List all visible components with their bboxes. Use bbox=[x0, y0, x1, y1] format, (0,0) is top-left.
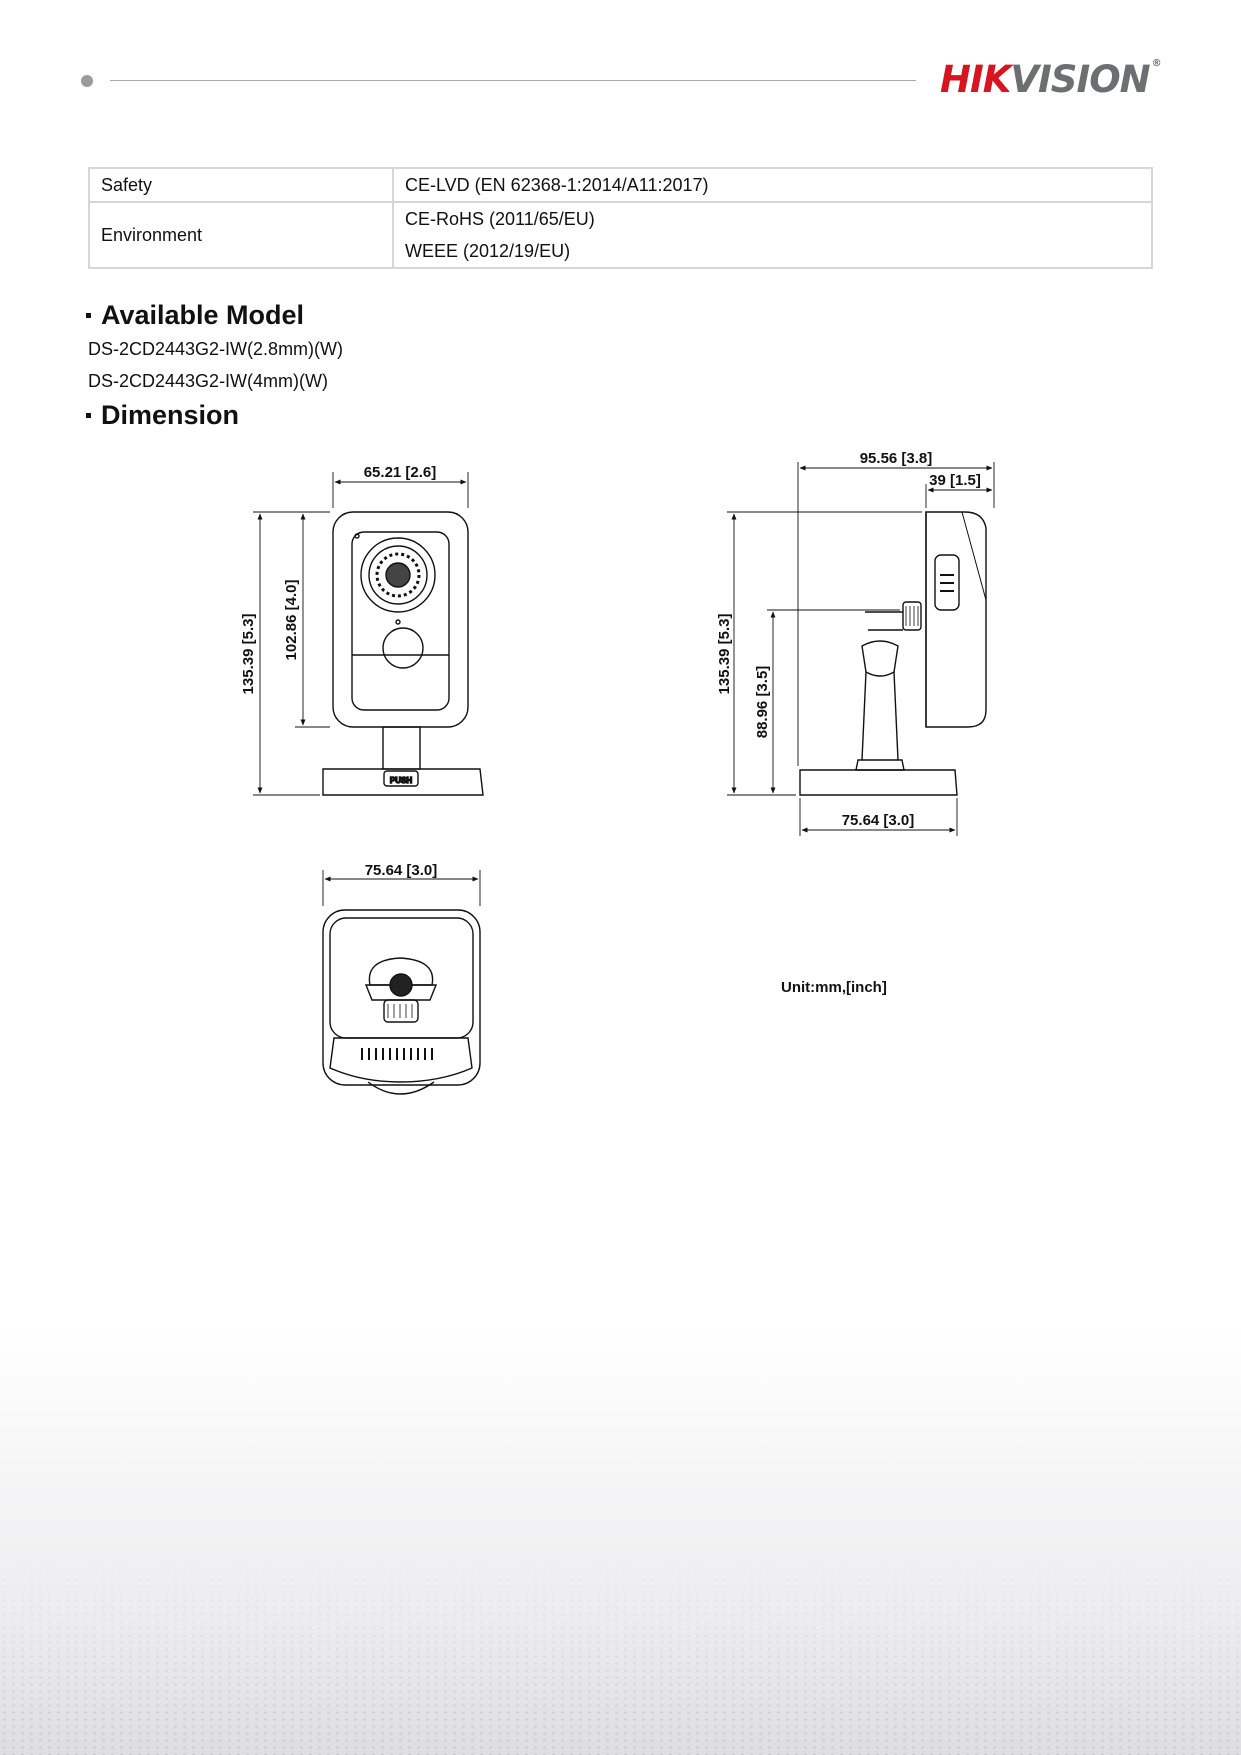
indicator-led bbox=[355, 534, 359, 538]
push-label: PUSH bbox=[389, 776, 413, 785]
bottom-width-label: 75.64 [3.0] bbox=[364, 862, 438, 879]
side-body-outline bbox=[926, 512, 986, 727]
unit-label: Unit:mm,[inch] bbox=[781, 979, 887, 996]
environment-value: WEEE (2012/19/EU) bbox=[405, 241, 571, 261]
front-total-height-label: 135.39 [5.3] bbox=[240, 613, 257, 695]
heading-bullet bbox=[86, 313, 91, 318]
safety-value-cell bbox=[393, 168, 1152, 202]
environment-value: CE-RoHS (2011/65/EU) bbox=[405, 209, 595, 229]
side-depth-total-label: 95.56 [3.8] bbox=[859, 450, 933, 467]
side-depth-body-label: 39 [1.5] bbox=[929, 472, 981, 489]
model-item: DS-2CD2443G2-IW(4mm)(W) bbox=[88, 371, 329, 391]
slot-lines bbox=[940, 575, 954, 591]
safety-label-cell bbox=[89, 168, 393, 202]
front-body-height-label: 102.86 [4.0] bbox=[283, 579, 300, 661]
rear-vent-slots bbox=[362, 1048, 432, 1060]
safety-label: Safety bbox=[101, 175, 153, 195]
available-model-title: Available Model bbox=[101, 300, 305, 330]
environment-label-cell bbox=[89, 202, 393, 268]
side-pivot-height-label: 88.96 [3.5] bbox=[754, 665, 771, 739]
side-clamp bbox=[862, 641, 898, 676]
background-dot-pattern bbox=[0, 1555, 1241, 1755]
camera-body-outline bbox=[333, 512, 468, 727]
rear-base-bottom bbox=[368, 1082, 434, 1094]
table-row bbox=[89, 202, 1152, 268]
side-base bbox=[800, 770, 957, 795]
front-width-label: 65.21 [2.6] bbox=[363, 464, 437, 481]
pole-foot bbox=[856, 760, 904, 770]
knob-grip bbox=[906, 606, 918, 626]
rear-pole-grip bbox=[388, 1004, 412, 1018]
front-view bbox=[240, 464, 483, 795]
body-height-extension-lines bbox=[295, 512, 330, 727]
spec-table bbox=[88, 167, 1153, 269]
header-rule bbox=[110, 80, 916, 81]
rear-body-outline bbox=[323, 910, 480, 1085]
side-lens-bevel bbox=[962, 512, 986, 600]
dimension-drawing bbox=[0, 430, 1241, 1130]
side-base-depth-label: 75.64 [3.0] bbox=[841, 812, 915, 829]
side-pole bbox=[862, 672, 898, 760]
environment-value-cell bbox=[393, 202, 1152, 268]
dimension-heading bbox=[86, 400, 239, 431]
heading-bullet bbox=[86, 413, 91, 418]
lens-center bbox=[386, 563, 410, 587]
side-arm bbox=[865, 612, 903, 630]
safety-value: CE-LVD (EN 62368-1:2014/A11:2017) bbox=[405, 175, 709, 195]
stand-neck bbox=[383, 727, 420, 769]
bottom-view bbox=[323, 862, 480, 1094]
side-height-extension-lines bbox=[727, 512, 922, 795]
rear-pole bbox=[384, 1000, 418, 1022]
side-total-height-label: 135.39 [5.3] bbox=[716, 613, 733, 695]
model-item: DS-2CD2443G2-IW(2.8mm)(W) bbox=[88, 339, 344, 359]
header-dot bbox=[81, 75, 93, 87]
available-model-heading bbox=[86, 300, 304, 331]
table-row bbox=[89, 168, 1152, 202]
environment-label: Environment bbox=[101, 224, 203, 245]
rear-base bbox=[330, 1038, 472, 1082]
hikvision-logo: HIKVISION ® bbox=[940, 58, 1161, 101]
side-view bbox=[716, 450, 994, 836]
pir-sensor bbox=[383, 628, 423, 668]
dimension-title: Dimension bbox=[101, 400, 240, 430]
rear-pivot bbox=[390, 974, 412, 996]
mic-hole bbox=[396, 620, 400, 624]
